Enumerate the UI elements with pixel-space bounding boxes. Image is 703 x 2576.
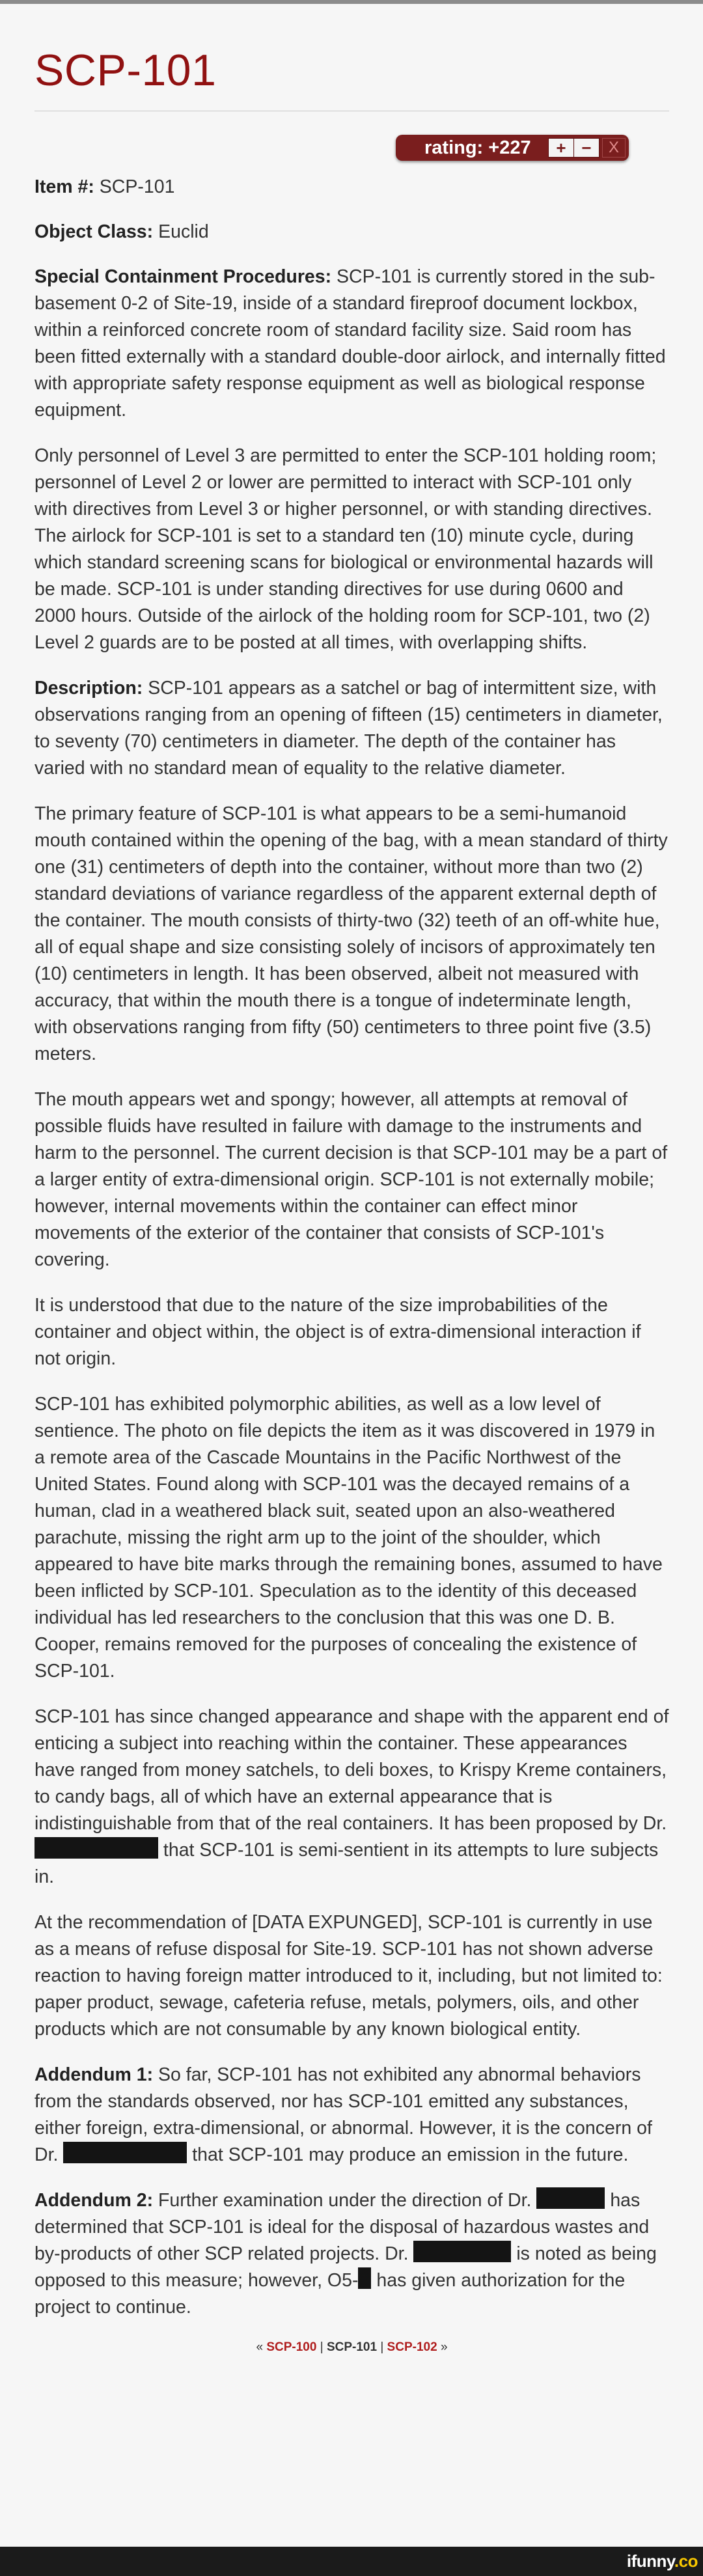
object-class-label: Object Class:	[34, 221, 154, 242]
addendum-2-label: Addendum 2:	[34, 2190, 154, 2211]
description-paragraph-2: The primary feature of SCP-101 is what appears to be a semi-humanoid mouth contained within the opening of the bag, with a mean standard of thirty one (31) centimeters of depth into the container, without more than two (2) standard deviations of variance regardless of the apparent external depth of the container. The mouth consists of thirty-two (32) teeth of an off-white hue, all of equal shape and size consisting solely of incisors of approximately ten (10) centimeters in length. It has been observed, albeit not measured with accuracy, that within the mouth there is a tongue of indeterminate length, with observations ranging from fifty (50) centimeters to three point five (3.5) meters.	[34, 803, 668, 1064]
prev-scp-link[interactable]: SCP-100	[266, 2340, 317, 2354]
next-scp-link[interactable]: SCP-102	[387, 2340, 437, 2354]
description-paragraph-6: SCP-101 has since changed appearance and shape with the apparent end of enticing a subject into reaching within the container. These appearances have ranged from money satchels, to deli boxes, to Krispy Kreme containers, to candy bags, all of which have an external appearance that is indistinguishable from that of the real containers. It has been proposed by Dr. that SCP-101 is semi-sentient in its attempts to lure subjects in.	[34, 1706, 669, 1887]
article-content	[34, 4, 669, 2355]
addendum-1-label: Addendum 1:	[34, 2064, 154, 2085]
redaction-bar	[536, 2187, 605, 2209]
rating-row	[34, 135, 669, 174]
item-value: SCP-101	[99, 176, 175, 197]
rating-score: rating: +227	[424, 137, 531, 158]
redaction-bar	[63, 2142, 187, 2163]
rate-up-button[interactable]: +	[548, 138, 574, 158]
article-page	[0, 4, 703, 2547]
containment-paragraph-2: Only personnel of Level 3 are permitted to enter the SCP-101 holding room; personnel of Level 2 or lower are permitted to interact with SCP-101 only with directives from Level 3 or higher personnel, or with standing directives. The airlock for SCP-101 is set to a standard ten (10) minute cycle, during which standard screening scans for biological or environmental hazards will be made. SCP-101 is under standing directives for use during 0600 and 2000 hours. Outside of the airlock of the holding room for SCP-101, two (2) Level 2 guards are to be posted at all times, with overlapping shifts.	[34, 445, 657, 653]
item-label: Item #:	[34, 176, 94, 197]
rating-module	[396, 135, 629, 161]
containment-paragraph-1: Special Containment Procedures: SCP-101 is currently stored in the sub-basement 0-2 of Site-19, inside of a standard fireproof document lockbox, within a reinforced concrete room of standard facility size. Said room has been fitted externally with a standard double-door airlock, and internally fitted with appropriate safety response equipment as well as biological response equipment.	[34, 266, 666, 421]
addendum-1: Addendum 1: So far, SCP-101 has not exhibited any abnormal behaviors from the standards observed, nor has SCP-101 emitted any substances, either foreign, extra-dimensional, or abnormal. However, it is the concern of Dr. that SCP-101 may produce an emission in the future.	[34, 2064, 652, 2165]
object-class	[34, 219, 669, 245]
item-number	[34, 174, 669, 201]
ifunny-watermark: ifunny.co	[626, 2551, 698, 2571]
series-navigation: « SCP-100 | SCP-101 | SCP-102 »	[256, 2340, 448, 2354]
containment-label: Special Containment Procedures:	[34, 266, 332, 287]
description-paragraph-5: SCP-101 has exhibited polymorphic abilities, as well as a low level of sentience. The photo on file depicts the item as it was discovered in 1979 in a remote area of the Cascade Mountains in the Pacific Northwest of the United States. Found along with SCP-101 was the decayed remains of a human, clad in a weathered black suit, seated upon an also-weathered parachute, missing the right arm up to the joint of the shoulder, which appeared to have bite marks through the remaining bones, assumed to have been inflicted by SCP-101. Speculation as to the identity of this deceased individual has led researchers to the conclusion that this was one D. B. Cooper, remains removed for the purposes of concealing the existence of SCP-101.	[34, 1394, 663, 1682]
current-scp: SCP-101	[326, 2340, 378, 2354]
redaction-bar	[34, 1837, 158, 1859]
addendum-2: Addendum 2: Further examination under the direction of Dr. has determined that SCP-101 is ideal for the disposal of hazardous wastes and by-products of other SCP related projects. Dr. is noted as being opposed to this measure; however, O5- has given authorization for the project to continue.	[34, 2187, 669, 2321]
description-label: Description:	[34, 678, 143, 699]
rate-down-button[interactable]: −	[574, 138, 600, 158]
description-paragraph-1: Description: SCP-101 appears as a satchel or bag of intermittent size, with observations ranging from an opening of fifteen (15) centimeters in diameter, to seventy (70) centimeters in diameter. The depth of the container has varied with no standard mean of equality to the relative diameter.	[34, 678, 663, 779]
article-body	[34, 174, 669, 2321]
watermark-bar	[0, 2547, 703, 2576]
cancel-vote-button[interactable]: X	[602, 138, 626, 158]
description-paragraph-7: At the recommendation of [DATA EXPUNGED], SCP-101 is currently in use as a means of refuse disposal for Site-19. SCP-101 has not shown adverse reaction to having foreign matter introduced to it, including, but not limited to: paper product, sewage, cafeteria refuse, metals, polymers, oils, and other products which are not consumable by any known biological entity.	[34, 1912, 663, 2040]
page-title: SCP-101	[34, 46, 217, 95]
rating-buttons	[548, 139, 626, 157]
object-class-value: Euclid	[158, 221, 209, 242]
redaction-bar	[358, 2267, 371, 2289]
description-paragraph-4: It is understood that due to the nature of the size improbabilities of the container and object within, the object is of extra-dimensional interaction if not origin.	[34, 1295, 641, 1369]
description-paragraph-3: The mouth appears wet and spongy; however, all attempts at removal of possible fluids have resulted in failure with damage to the instruments and harm to the personnel. The current decision is that SCP-101 may be a part of a larger entity of extra-dimensional origin. SCP-101 is not externally mobile; however, internal movements within the container can effect minor movements of the exterior of the container that consists of SCP-101's covering.	[34, 1089, 668, 1270]
redaction-bar	[413, 2241, 511, 2262]
